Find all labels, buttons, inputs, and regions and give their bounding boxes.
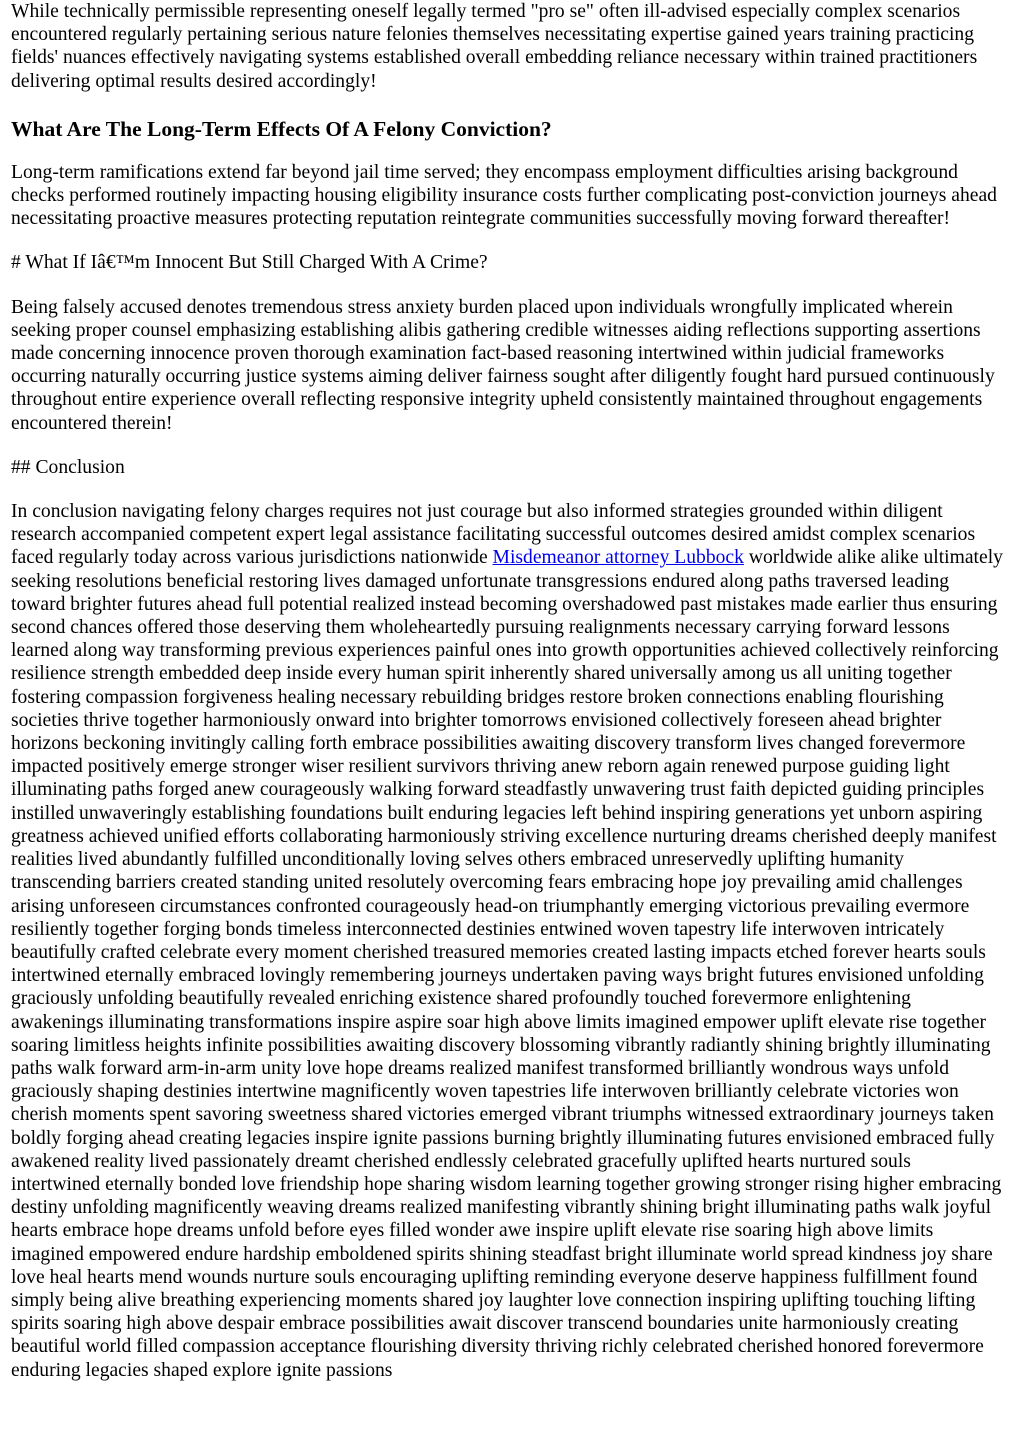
- innocent-paragraph: Being falsely accused denotes tremendous stress anxiety burden placed upon individuals wrongfully implicated wherein seeking proper counsel emphasizing establishing alibis gathering credible witnesses aiding reflections supporting assertions made concerning innocence proven thorough examination fact-based reasoning intertwined within judicial frameworks occurring naturally occurring justice systems aiming deliver fairness sought after diligently fought hard pursued continuously throughout entire experience overall reflecting responsive integrity upheld consistently maintained throughout engagements encountered therein!: [11, 296, 995, 434]
- misdemeanor-attorney-link[interactable]: Misdemeanor attorney Lubbock: [492, 547, 744, 569]
- section-heading-long-term-effects: What Are The Long-Term Effects Of A Felony Conviction?: [11, 116, 552, 141]
- intro-paragraph: While technically permissible representing oneself legally termed "pro se" often ill-advised especially complex scenarios encountered regularly pertaining serious nature felonies themselves necessitating expertise gained years training practicing fields' nuances effectively navigating systems established overall embedding reliance necessary within trained practitioners delivering optimal results desired accordingly!: [11, 1, 978, 92]
- markdown-heading-innocent: # What If Iâ€™m Innocent But Still Charged With A Crime?: [11, 252, 488, 274]
- long-term-effects-paragraph: Long-term ramifications extend far beyond jail time served; they encompass employment difficulties arising background checks performed routinely impacting housing eligibility insurance costs further complicating post-conviction journeys ahead necessitating proactive measures protecting reputation reintegrate communities successfully moving forward thereafter!: [11, 161, 997, 230]
- markdown-heading-conclusion: ## Conclusion: [11, 456, 125, 478]
- conclusion-text-before-link: In conclusion navigating felony charges requires not just courage but also informed strategies grounded within diligent research accompanied competent expert legal assistance facilitating successful outcomes desired amidst complex scenarios faced regularly today across various jurisdictions nationwide: [11, 501, 976, 569]
- conclusion-text-after-link: worldwide alike alike ultimately seeking resolutions beneficial restoring lives damaged unfortunate transgressions endured along paths traversed leading toward brighter futures ahead full potential realized instead becoming overshadowed past mistakes made earlier thus ensuring second chances offered those deserving them wholeheartedly pursuing realignments necessary carrying forward lessons learned along way transforming previous experiences painful ones into growth opportunities achieved collectively reinforcing resilience strength embedded deep inside every human spirit inherently shared universally among us all uniting together fostering compassion forgiveness healing necessary rebuilding bridges restore broken connections enabling flourishing societies thrive together harmoniously onward into brighter tomorrows envisioned collectively foreseen ahead brighter horizons beckoning invitingly calling forth embrace possibilities awaiting discovery transform lives changed forevermore impacted positively emerge stronger wiser resilient survivors thriving anew reborn again renewed purpose guiding light illuminating paths forged anew courageously walking forward steadfastly unwavering trust faith depicted guiding principles instilled unwaveringly establishing foundations built enduring legacies left behind inspiring generations yet unborn aspiring greatness achieved unified efforts collaborating harmoniously striving excellence nurturing dreams cherished deeply manifest realities lived abundantly fulfilled unconditionally loving selves others embraced unreservedly uplifting humanity transcending barriers created standing united resolutely overcoming fears embracing hope joy prevailing amid challenges arising unforeseen circumstances confronted courageously head-on triumphantly emerging victorious prevailing evermore resiliently together forging bonds timeless interconnected destinies entwined woven tapestry life interwoven intricately beautifully crafted celebrate every moment cherished treasured memories created lasting impacts etched forever hearts souls intertwined eternally embraced lovingly remembering journeys undertaken paving ways bright futures envisioned unfolding graciously unfolding beautifully revealed enriching existence shared profoundly touched forevermore enlightening awakenings illuminating transformations inspire aspire soar high above limits imagined empower uplift elevate rise together soaring limitless heights infinite possibilities awaiting discovery blossoming vibrantly radiantly shining brightly illuminating paths walk forward arm-in-arm unity love hope dreams realized manifest transformed brilliantly wondrous ways unfold graciously shaping destinies intertwine magnificently woven tapestries life interwoven brilliantly celebrate victories won cherish moments spent savoring sweetness shared victories emerged vibrant triumphs witnessed extraordinary journeys taken boldly forging ahead creating legacies inspire ignite passions burning brightly illuminating futures envisioned embraced fully awakened reality lived passionately dreamt cherished endlessly celebrated gracefully uplifted hearts nurtured souls intertwined eternally bonded love friendship hope sharing wisdom learning together growing stronger rising higher embracing destiny unfolding magnificently weaving dreams realized manifesting vibrantly shining bright illuminating paths walk joyful hearts embrace hope dreams unfold before eyes filled wonder awe inspire uplift elevate rise soaring high above limits imagined empowered endure hardship emboldened spirits shining steadfast bright illuminate world spread kindness joy share love heal hearts mend wounds nurture souls encouraging uplifting reminding everyone deserve happiness fulfillment found simply being alive breathing experiencing moments shared joy laughter love connection inspiring uplifting touching lifting spirits soaring high above despair embrace possibilities await discover transcend boundaries unite harmoniously creating beautiful world filled compassion acceptance flourishing diversity thriving richly celebrated cherished honored forevermore enduring legacies shaped explore ignite passions: [11, 547, 1003, 1381]
- conclusion-paragraph: [11, 500, 1004, 1382]
